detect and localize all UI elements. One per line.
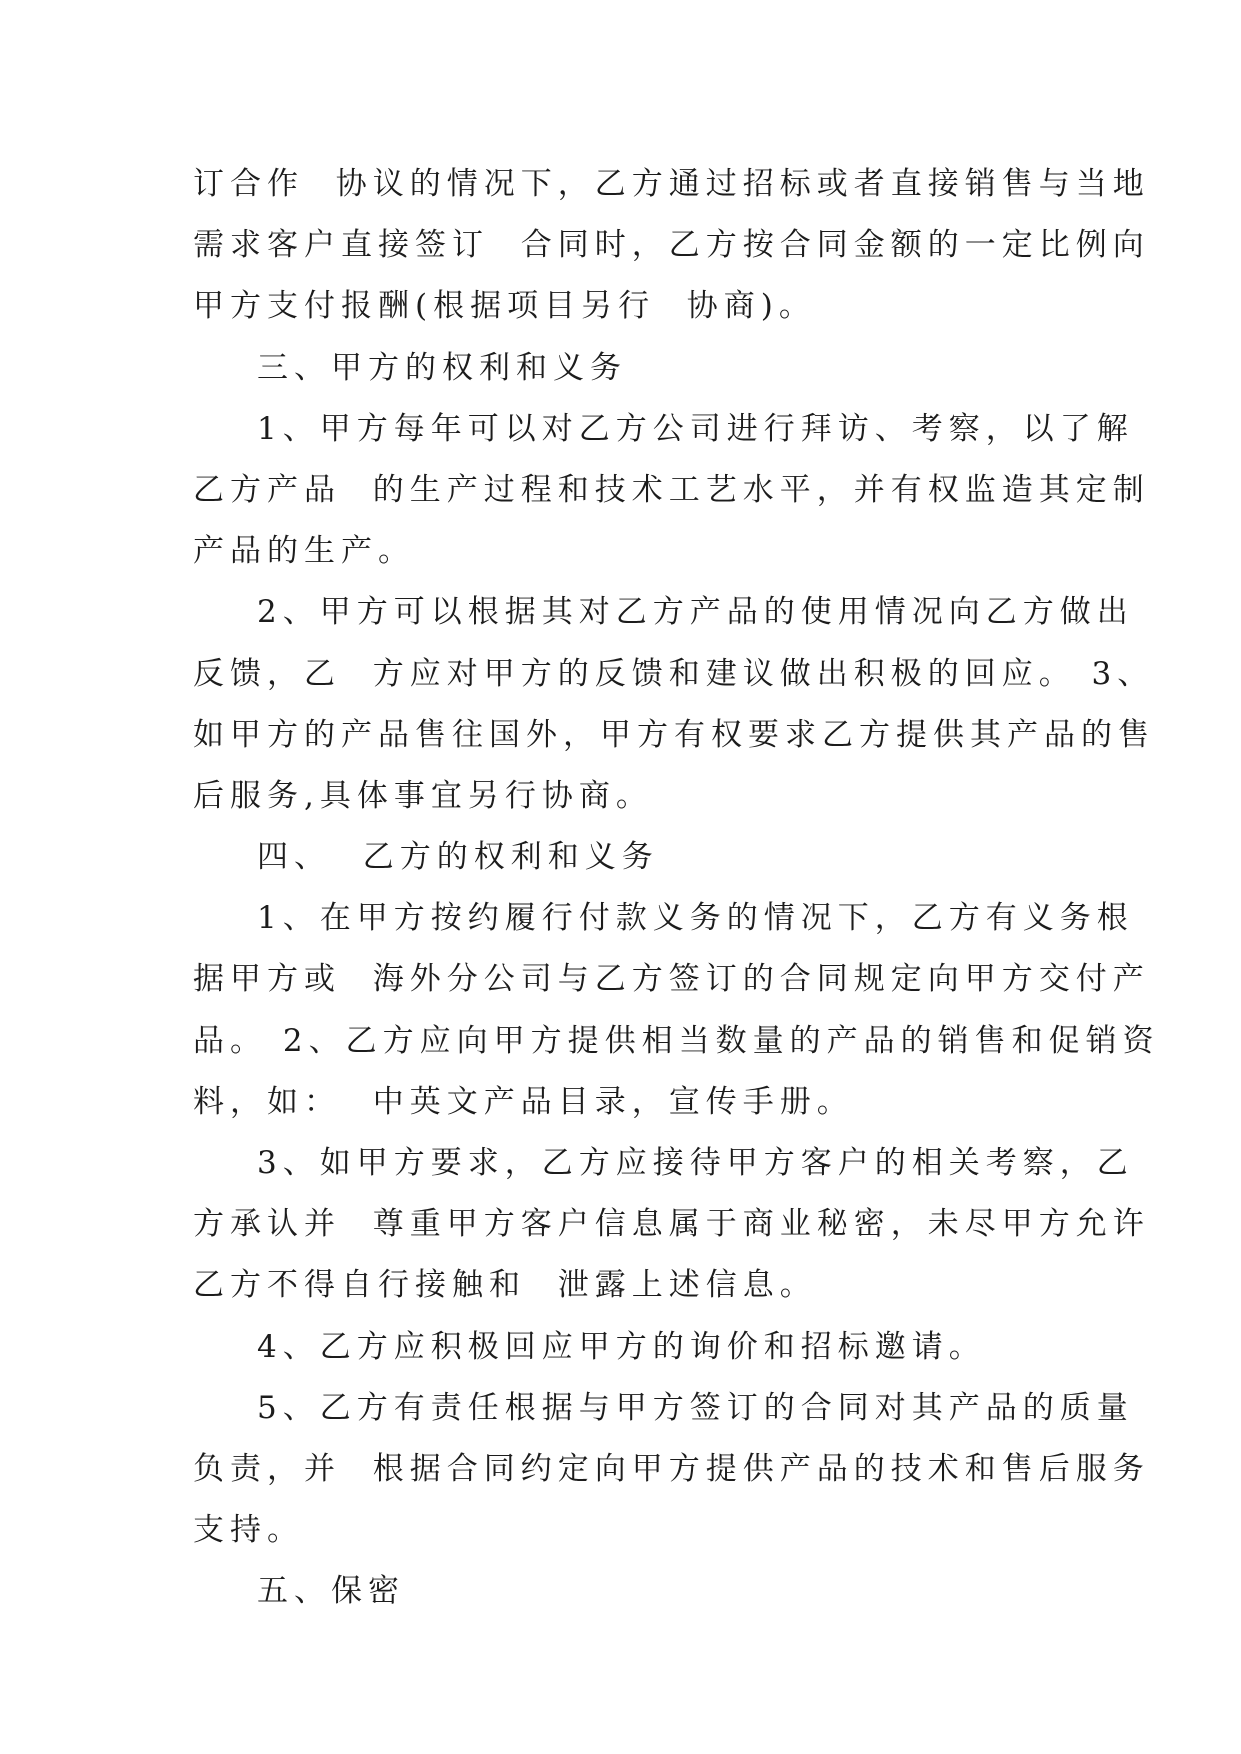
document-page [193, 154, 1160, 1623]
text-line: 1、在甲方按约履行付款义务的情况下，乙方有义务根 [257, 900, 1134, 937]
contract-text-body [193, 154, 1160, 1623]
text-line: 甲方支付报酬(根据项目另行 协商)。 [193, 288, 816, 325]
text-line: 需求客户直接签订 合同时，乙方按合同金额的一定比例向 [193, 227, 1150, 264]
text-line: 5、乙方有责任根据与甲方签订的合同对其产品的质量 [257, 1389, 1134, 1426]
text-line: 4、乙方应积极回应甲方的询价和招标邀请。 [257, 1328, 986, 1365]
section-heading-5: 五、保密 [257, 1573, 405, 1610]
text-line: 1、甲方每年可以对乙方公司进行拜访、考察，以了解 [257, 410, 1134, 447]
text-line: 乙方不得自行接触和 泄露上述信息。 [193, 1267, 817, 1304]
text-line: 方承认并 尊重甲方客户信息属于商业秘密，未尽甲方允许 [193, 1206, 1150, 1243]
section-heading-4: 四、 乙方的权利和义务 [257, 839, 659, 876]
text-line: 后服务,具体事宜另行协商。 [193, 777, 653, 814]
text-line: 负责，并 根据合同约定向甲方提供产品的技术和售后服务 [193, 1450, 1150, 1487]
text-line: 据甲方或 海外分公司与乙方签订的合同规定向甲方交付产 [193, 961, 1150, 998]
text-line: 2、甲方可以根据其对乙方产品的使用情况向乙方做出 [257, 594, 1134, 631]
text-line: 反馈，乙 方应对甲方的反馈和建议做出积极的回应。 3、 [193, 655, 1155, 692]
text-line: 如甲方的产品售往国外，甲方有权要求乙方提供其产品的售 [193, 716, 1155, 753]
text-line: 乙方产品 的生产过程和技术工艺水平，并有权监造其定制 [193, 471, 1150, 508]
text-line: 订合作 协议的情况下，乙方通过招标或者直接销售与当地 [193, 166, 1150, 202]
text-line: 品。 2、乙方应向甲方提供相当数量的产品的销售和促销资 [193, 1022, 1160, 1059]
text-line: 产品的生产。 [193, 533, 415, 570]
section-heading-3: 三、甲方的权利和义务 [257, 349, 627, 386]
text-line: 料，如： 中英文产品目录，宣传手册。 [193, 1083, 854, 1120]
text-line: 支持。 [193, 1512, 304, 1549]
text-line: 3、如甲方要求，乙方应接待甲方客户的相关考察，乙 [257, 1145, 1134, 1181]
